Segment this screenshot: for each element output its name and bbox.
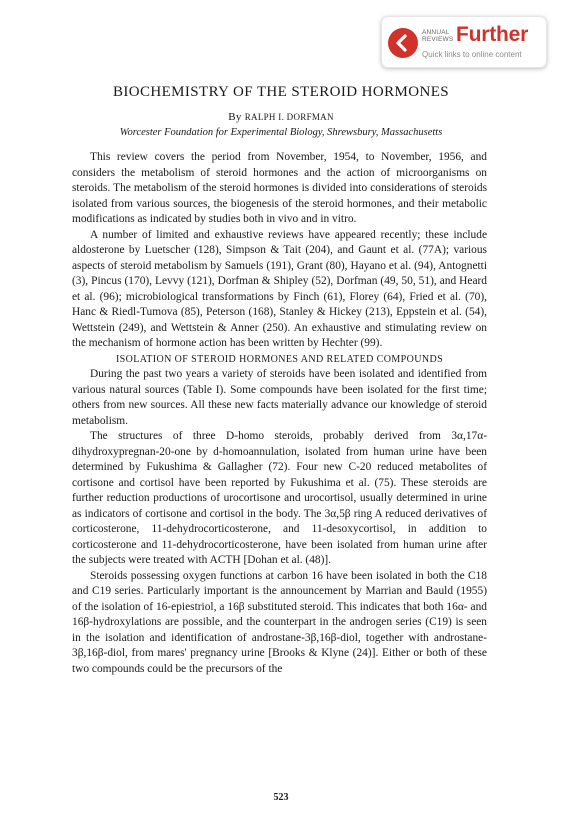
paragraph-1: This review covers the period from November, 1954, to November, 1956, and considers the metabolism of steroid hormones and the action of microorganisms on steroids. The metabolism of the steroid hormones is divided into considerations of steroids isolated from various sources, the biogenesis of the steroid hormones, and their metabolic modifications as indicated by studies both in vivo and in vitro. [72, 151, 487, 225]
article-body [72, 150, 487, 677]
annual-reviews-wordmark [422, 29, 453, 43]
brand-line-2: REVIEWS [422, 36, 454, 43]
author-affiliation: Worcester Foundation for Experimental Biology, Shrewsbury, Massachusetts [119, 127, 443, 138]
author-line [0, 111, 562, 123]
further-tagline: Quick links to online content [422, 50, 522, 59]
brand-line-1: ANNUAL [422, 29, 450, 36]
paragraph-4: The structures of three D-homo steroids, probably derived from 3α,17α-dihydroxypregnan-20-one by d-homoannulation, isolated from human urine have been determined by Fukushima & Gallagher (72). Four new C-20 reduced metabolites of cortisone and cortisol have been reported by Fukushima et al. (75). These steroids are further reduction productions of urocortisone and urocortisol, usually determined in urine as indicators of cortisone and cortisol in the body. The 3α,5β ring A reduced derivatives of corticosterone, 11-dehydrocorticosterone, and 11-desoxycortisol, in addition to corticosterone and 11-dehydrocorticosterone, have been isolated from human urine after the subjects were treated with ACTH [Dohan et al. (48)]. [72, 430, 487, 566]
further-links-banner[interactable] [381, 16, 547, 68]
page-number: 523 [273, 792, 289, 803]
further-label: Further [456, 23, 529, 46]
play-arrow-icon [388, 28, 418, 58]
section-heading: ISOLATION OF STEROID HORMONES AND RELATED COMPOUNDS [115, 353, 444, 365]
paragraph-2: A number of limited and exhaustive reviews have appeared recently; these include aldosterone by Luetscher (128), Simpson & Tait (204), and Gaunt et al. (77A); various aspects of steroid metabolism by Samuels (191), Grant (80), Hayano et al. (94), Antognetti (3), Pincus (170), Levvy (121), Dorfman & Shipley (52), Dorfman (49, 50, 51), and Heard et al. (96); microbiological transformations by Finch (61), Florey (64), Fried et al. (70), Hanc & Riedl-Tumova (85), Peterson (168), Stanley & Hickey (213), Eppstein et al. (54), Wettstein (249), and Wettstein & Anner (250). An exhaustive and stimulating review on the mechanism of hormone action has been written by Hechter (99). [72, 228, 487, 349]
article-title: BIOCHEMISTRY OF THE STEROID HORMONES [112, 84, 450, 100]
further-logo [388, 28, 418, 58]
author-name: RALPH I. DORFMAN [244, 112, 334, 122]
author-by: By [228, 111, 242, 123]
paragraph-5: Steroids possessing oxygen functions at carbon 16 have been isolated in both the C18 and C19 series. Particularly important is the announcement by Marrian and Bauld (1955) of the isolation of 16-epiestriol, a 16β substituted steroid. This indicates that both 16α- and 16β-hydroxylations are possible, and the counterpart in the androgen series (C19) is seen in the isolation and identification of androstane-3β,16β-diol, together with androstane-3β,16β-diol, from mares' pregnancy urine [Brooks & Klyne (24)]. Either or both of these two compounds could be the precursors of the [72, 569, 487, 675]
paragraph-3: During the past two years a variety of steroids have been isolated and identified from various natural sources (Table I). Some compounds have been isolated for the first time; others from new sources. All these new facts materially advance our knowledge of steroid metabolism. [72, 368, 487, 427]
